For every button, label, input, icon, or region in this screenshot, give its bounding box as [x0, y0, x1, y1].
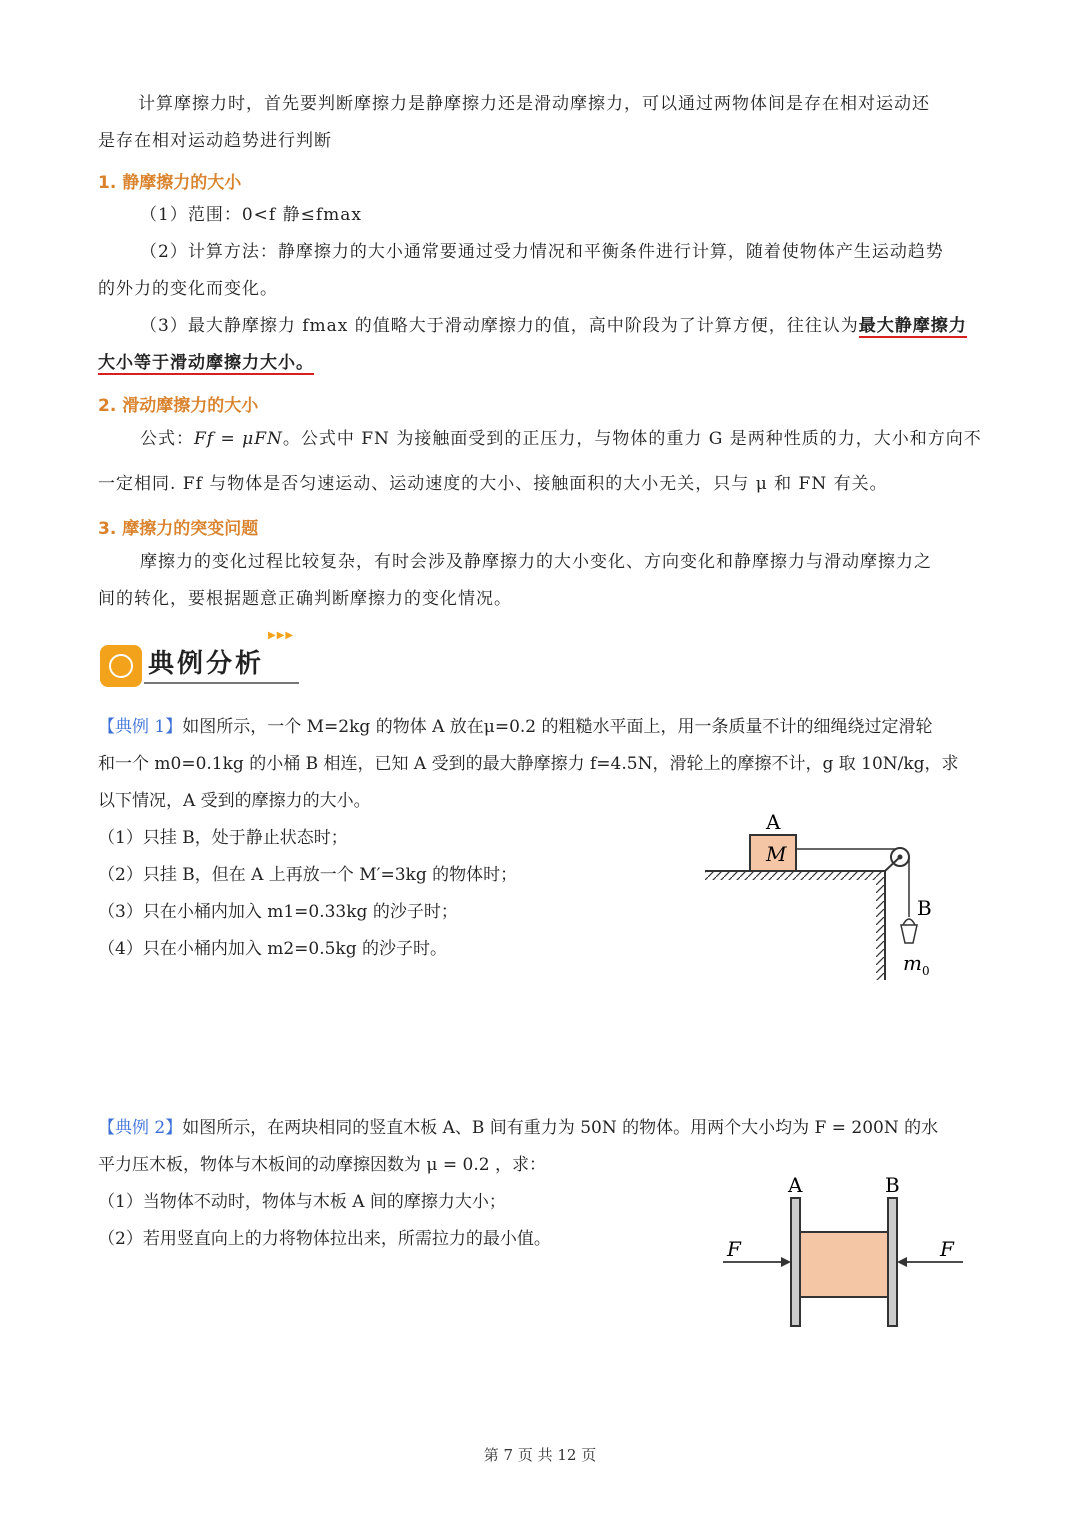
bucket-mass-symbol: m — [903, 951, 922, 975]
example2-line1 — [98, 1110, 988, 1147]
intro-line-1: 计算摩擦力时，首先要判断摩擦力是静摩擦力还是滑动摩擦力，可以通过两物体间是存在相对运动还 — [138, 94, 930, 114]
section3-line1: 摩擦力的变化过程比较复杂，有时会涉及静摩擦力的大小变化、方向变化和静摩擦力与滑动摩擦力之 — [140, 552, 932, 572]
example1-line2: 和一个 m0=0.1kg 的小桶 B 相连，已知 A 受到的最大静摩擦力 f=4.5N，滑轮上的摩擦不计，g 取 10N/kg，求 — [98, 754, 959, 774]
example2-line1-text: 如图所示，在两块相同的竖直木板 A、B 间有重力为 50N 的物体。用两个大小均为 F = 200N 的水 — [182, 1118, 939, 1138]
section3-line2: 间的转化，要根据题意正确判断摩擦力的变化情况。 — [98, 589, 512, 609]
bucket-mass-subscript: 0 — [921, 964, 930, 978]
section1-item2-line2: 的外力的变化而变化。 — [98, 279, 278, 299]
example2-figure — [715, 1170, 975, 1335]
object-block — [800, 1232, 888, 1297]
example1-q1: （1）只挂 B，处于静止状态时； — [98, 828, 348, 848]
section1-title: 1. 静摩擦力的大小 — [98, 173, 242, 193]
section1-item3-text: （3）最大静摩擦力 fmax 的值略大于滑动摩擦力的值，高中阶段为了计算方便，往往认为 — [140, 316, 859, 336]
example2-q1: （1）当物体不动时，物体与木板 A 间的摩擦力大小； — [98, 1192, 506, 1212]
section1-item3-highlight: 最大静摩擦力 — [858, 316, 967, 336]
page-footer: 第 7 页 共 12 页 — [483, 1446, 597, 1464]
example2-tag: 【典例 2】 — [98, 1118, 183, 1138]
example2-q2: （2）若用竖直向上的力将物体拉出来，所需拉力的最小值。 — [98, 1229, 551, 1249]
example1-q2: （2）只挂 B，但在 A 上再放一个 M′=3kg 的物体时； — [98, 865, 518, 885]
section1-item3-highlight-2: 大小等于滑动摩擦力大小。 — [98, 353, 314, 373]
bucket-b — [901, 925, 917, 943]
force-left-arrowhead — [781, 1257, 791, 1267]
example1-tag: 【典例 1】 — [98, 717, 183, 737]
section1-item3-line2 — [98, 345, 988, 382]
section2-line1-rest: 。公式中 FN 为接触面受到的正压力，与物体的重力 G 是两种性质的力，大小和方向不 — [282, 429, 982, 449]
example1-q3: （3）只在小桶内加入 m1=0.33kg 的沙子时； — [98, 902, 458, 922]
section1-item1: （1）范围：0<f 静≤fmax — [140, 205, 362, 225]
section1-item2-line1: （2）计算方法：静摩擦力的大小通常要通过受力情况和平衡条件进行计算，随着使物体产生运动趋势 — [140, 242, 944, 262]
example1-q4: （4）只在小桶内加入 m2=0.5kg 的沙子时。 — [98, 939, 448, 959]
wall-hatch — [876, 880, 885, 980]
ground-hatch — [705, 871, 885, 880]
intro-line-2: 是存在相对运动趋势进行判断 — [98, 131, 332, 151]
block-a-mass-label: M — [766, 842, 787, 866]
banner-title: 典例分析 — [148, 649, 265, 679]
banner-underline — [144, 682, 299, 684]
block-a-label: A — [766, 810, 781, 834]
force-right-label: F — [940, 1237, 954, 1261]
section2-line1 — [140, 421, 990, 458]
section2-formula: Ff = μFN — [194, 429, 283, 449]
arrows-icon: ▶▶▶ — [268, 630, 295, 641]
example-analysis-banner — [100, 630, 310, 686]
force-left-label: F — [727, 1237, 741, 1261]
example1-line3: 以下情况，A 受到的摩擦力的大小。 — [98, 791, 371, 811]
section1-item3-line1 — [140, 308, 990, 345]
plate-a — [791, 1198, 800, 1326]
example1-line1-text: 如图所示，一个 M=2kg 的物体 A 放在μ=0.2 的粗糙水平面上，用一条质量不计的细绳绕过定滑轮 — [182, 717, 933, 737]
force-right-arrowhead — [897, 1257, 907, 1267]
plate-a-label: A — [788, 1173, 803, 1197]
section2-line2: 一定相同. Ff 与物体是否匀速运动、运动速度的大小、接触面积的大小无关，只与 μ 和 FN 有关。 — [98, 474, 888, 494]
example1-line1 — [98, 709, 988, 746]
section2-title: 2. 滑动摩擦力的大小 — [98, 396, 259, 416]
bucket-handle — [903, 919, 915, 925]
section3-title: 3. 摩擦力的突变问题 — [98, 519, 259, 539]
globe-icon — [109, 654, 133, 678]
bucket-mass-label — [903, 951, 930, 978]
plate-b-label: B — [885, 1173, 900, 1197]
example2-line2: 平力压木板，物体与木板间的动摩擦因数为 μ = 0.2 ，求： — [98, 1155, 546, 1175]
bucket-label: B — [917, 896, 932, 920]
example1-figure — [700, 805, 950, 990]
section2-formula-label: 公式： — [140, 429, 194, 449]
plate-b — [888, 1198, 897, 1326]
